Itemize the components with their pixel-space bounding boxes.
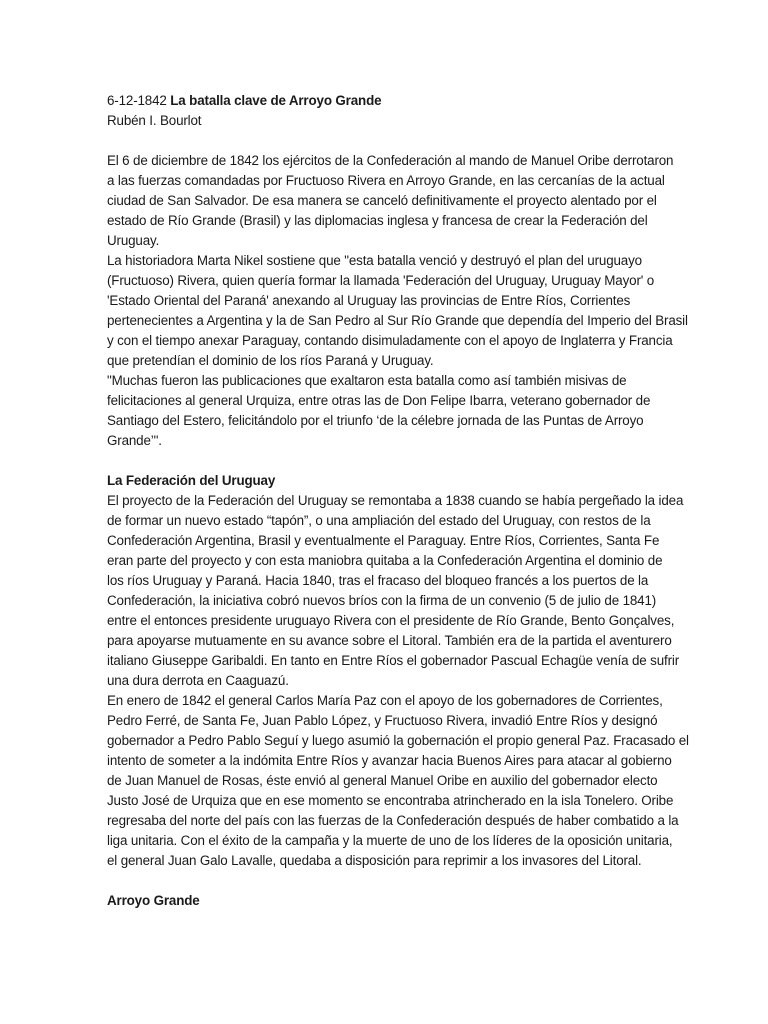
text-line: El 6 de diciembre de 1842 los ejércitos de la Confederación al mando de Manuel Oribe derrotaron [107, 153, 674, 168]
text-line: "Muchas fueron las publicaciones que exaltaron esta batalla como así también misivas de [107, 373, 627, 388]
text-line: Uruguay. [107, 233, 160, 248]
text-line: Confederación Argentina, Brasil y eventualmente el Paraguay. Entre Ríos, Corrientes, Santa Fe [107, 533, 660, 548]
article-date: 6-12-1842 [107, 93, 167, 108]
text-line: felicitaciones al general Urquiza, entre otras las de Don Felipe Ibarra, veterano gobernador de [107, 393, 651, 408]
text-line: estado de Río Grande (Brasil) y las diplomacias inglesa y francesa de crear la Federación del [107, 213, 648, 228]
text-line: y con el tiempo anexar Paraguay, contando disimuladamente con el apoyo de Inglaterra y Francia [107, 333, 673, 348]
document-body [107, 91, 689, 911]
text-line: liga unitaria. Con el éxito de la campaña y la muerte de uno de los líderes de la oposición unitaria, [107, 833, 673, 848]
text-line: 'Estado Oriental del Paraná' anexando al Uruguay las provincias de Entre Ríos, Corrientes [107, 293, 631, 308]
text-line: los ríos Uruguay y Paraná. Hacia 1840, tras el fracaso del bloqueo francés a los puertos de la [107, 573, 649, 588]
article-title: La batalla clave de Arroyo Grande [170, 93, 382, 108]
section-heading-arroyo-grande: Arroyo Grande [107, 893, 200, 908]
text-line: La historiadora Marta Nikel sostiene que "esta batalla venció y destruyó el plan del uruguayo [107, 253, 642, 268]
text-line: gobernador a Pedro Pablo Seguí y luego asumió la gobernación el propio general Paz. Fracasado el [107, 733, 689, 748]
text-line: En enero de 1842 el general Carlos María Paz con el apoyo de los gobernadores de Corrientes, [107, 693, 663, 708]
intro-paragraph-3 [107, 371, 667, 451]
text-line: (Fructuoso) Rivera, quien quería formar la llamada 'Federación del Uruguay, Uruguay Mayor' o [107, 273, 655, 288]
text-line: que pretendían el dominio de los ríos Paraná y Uruguay. [107, 353, 434, 368]
text-line: pertenecientes a Argentina y la de San Pedro al Sur Río Grande que dependía del Imperio del Brasil [107, 313, 688, 328]
text-line: entre el entonces presidente uruguayo Rivera con el presidente de Río Grande, Bento Gonçalves, [107, 613, 675, 628]
federacion-paragraph-1 [107, 491, 684, 691]
text-line: una dura derrota en Caaguazú. [107, 673, 289, 688]
spacer [107, 131, 667, 151]
text-line: a las fuerzas comandadas por Fructuoso Rivera en Arroyo Grande, en las cercanías de la actual [107, 173, 665, 188]
text-line: Confederación, la iniciativa cobró nuevos bríos con la firma de un convenio (5 de julio de 1841) [107, 593, 657, 608]
text-line: de formar un nuevo estado “tapón”, o una ampliación del estado del Uruguay, con restos de la [107, 513, 651, 528]
text-line: Santiago del Estero, felicitándolo por el triunfo ‘de la célebre jornada de las Puntas de Arroyo [107, 413, 644, 428]
text-line: de Juan Manuel de Rosas, éste envió al general Manuel Oribe en auxilio del gobernador electo [107, 773, 658, 788]
intro-paragraph-2 [107, 251, 688, 371]
text-line: Pedro Ferré, de Santa Fe, Juan Pablo López, y Fructuoso Rivera, invadió Entre Ríos y designó [107, 713, 658, 728]
text-line: ciudad de San Salvador. De esa manera se canceló definitivamente el proyecto alentado por el [107, 193, 657, 208]
federacion-paragraph-2 [107, 691, 689, 871]
intro-paragraph-1 [107, 151, 674, 251]
spacer [107, 451, 667, 471]
text-line: regresaba del norte del país con las fuerzas de la Confederación después de haber combatido a la [107, 813, 679, 828]
text-line: intento de someter a la indómita Entre Ríos y avanzar hacia Buenos Aires para atacar al gobierno [107, 753, 672, 768]
text-line: Justo José de Urquiza que en ese momento se encontraba atrincherado en la isla Tonelero. Oribe [107, 793, 674, 808]
section-heading-federacion: La Federación del Uruguay [107, 473, 276, 488]
spacer [107, 871, 667, 891]
text-line: italiano Giuseppe Garibaldi. En tanto en Entre Ríos el gobernador Pascual Echagüe venía de sufrir [107, 653, 680, 668]
article-header-line [107, 91, 667, 111]
text-line: eran parte del proyecto y con esta maniobra quitaba a la Confederación Argentina el dominio de [107, 553, 663, 568]
text-line: para apoyarse mutuamente en su avance sobre el Litoral. También era de la partida el aventurero [107, 633, 672, 648]
article-author: Rubén I. Bourlot [107, 113, 202, 128]
text-line: Grande’". [107, 433, 162, 448]
text-line: el general Juan Galo Lavalle, quedaba a disposición para reprimir a los invasores del Litoral. [107, 853, 642, 868]
text-line: El proyecto de la Federación del Uruguay se remontaba a 1838 cuando se había pergeñado la idea [107, 493, 684, 508]
